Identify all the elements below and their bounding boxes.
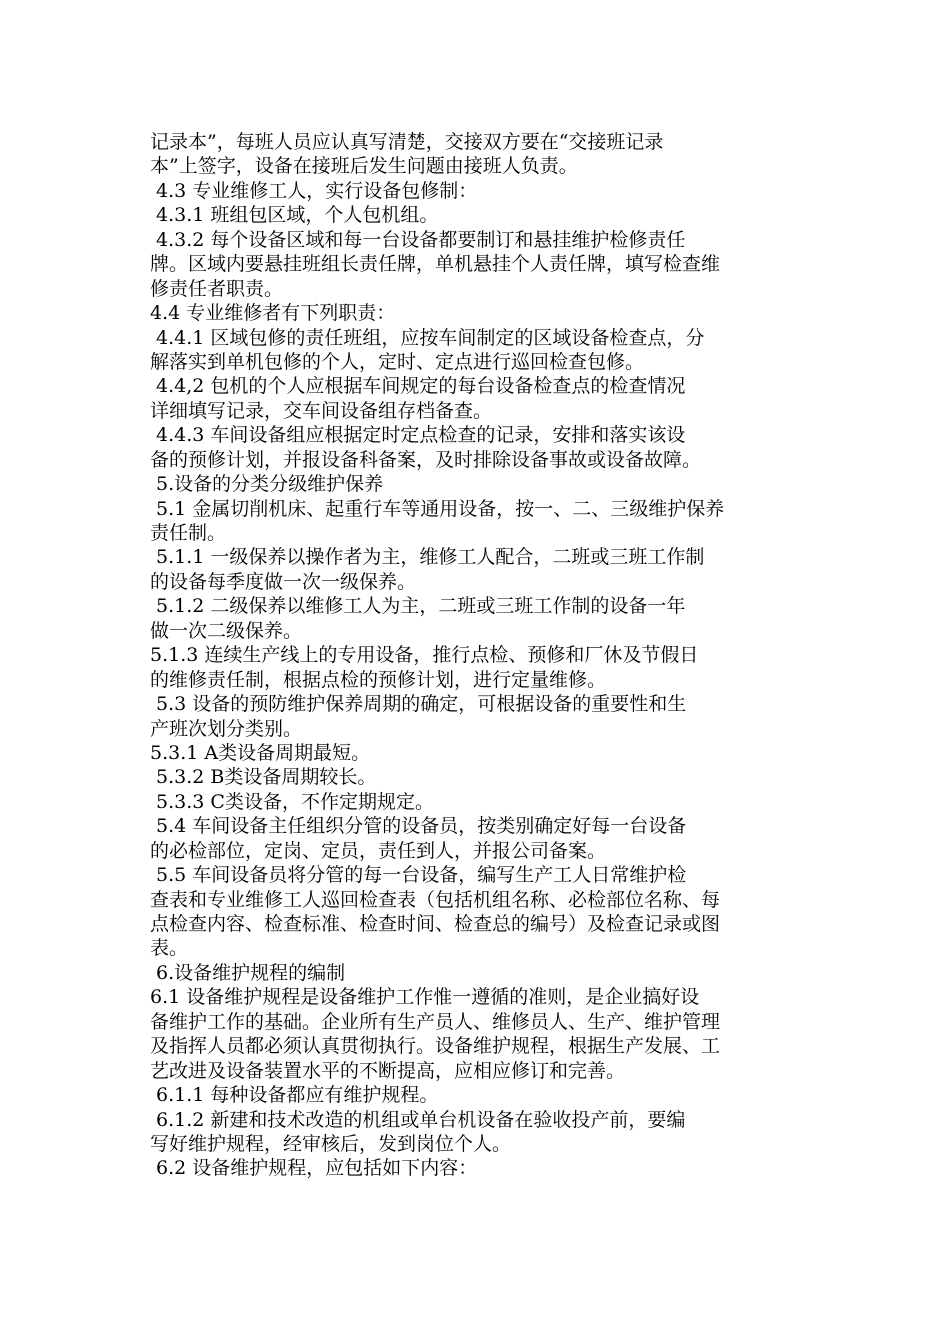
text-line: 艺改进及设备装置水平的不断提高，应相应修订和完善。 [150,1059,626,1082]
text-line: 4.4 专业维修者有下列职责： [150,302,396,325]
text-line: 6.2 设备维护规程，应包括如下内容： [150,1157,478,1180]
text-line: 表。 [150,937,189,960]
text-line: 5.3.2 B类设备周期较长。 [150,766,377,789]
text-line: 6.设备维护规程的编制 [150,961,346,984]
text-line: 5.3.1 A类设备周期最短。 [150,741,371,764]
text-line: 6.1 设备维护规程是设备维护工作惟一遵循的准则，是企业搞好设 [150,986,700,1009]
text-line: 责任制。 [150,522,227,544]
text-line: 查表和专业维修工人巡回检查表（包括机组名称、必检部位名称、每 [150,888,721,911]
text-line: 产班次划分类别。 [150,717,303,740]
text-line: 做一次二级保养。 [150,619,303,642]
text-line: 5.5 车间设备员将分管的每一台设备，编写生产工人日常维护检 [150,864,687,887]
text-line: 5.1.1 一级保养以操作者为主，维修工人配合，二班或三班工作制 [150,546,705,569]
text-line: 5.3 设备的预防维护保养周期的确定，可根据设备的重要性和生 [150,693,687,716]
text-line: 5.3.3 C类设备，不作定期规定。 [150,790,434,813]
text-line: 详细填写记录，交车间设备组存档备查。 [150,399,493,422]
text-line: 4.4.3 车间设备组应根据定时定点检查的记录，安排和落实该设 [150,424,686,447]
text-line: 5.4 车间设备主任组织分管的设备员，按类别确定好每一台设备 [150,815,687,838]
text-line: 的必检部位，定岗、定员，责任到人，并报公司备案。 [150,839,607,862]
text-line: 及指挥人员都必须认真贯彻执行。设备维护规程，根据生产发展、工 [150,1035,721,1058]
text-line: 4.3 专业维修工人，实行设备包修制： [150,179,478,202]
document-body [150,130,810,1181]
text-line: 5.1.3 连续生产线上的专用设备，推行点检、预修和厂休及节假日 [150,644,699,667]
text-line: 5.1.2 二级保养以维修工人为主，二班或三班工作制的设备一年 [150,595,686,618]
text-line: 6.1.1 每种设备都应有维护规程。 [150,1084,439,1107]
text-line: 备的预修计划，并报设备科备案，及时排除设备事故或设备故障。 [150,448,702,471]
text-line: 点检查内容、检查标准、检查时间、检查总的编号）及检查记录或图 [150,913,721,935]
text-line: 4.4.1 区域包修的责任班组，应按车间制定的区域设备检查点，分 [150,326,705,349]
text-line: 4.3.2 每个设备区域和每一台设备都要制订和悬挂维护检修责任 [150,228,686,251]
text-line: 6.1.2 新建和技术改造的机组或单台机设备在验收投产前，要编 [150,1108,686,1131]
text-line: 牌。区域内要悬挂班组长责任牌，单机悬挂个人责任牌，填写检查维 [150,253,721,276]
text-line: 记录本”，每班人员应认真写清楚，交接双方要在“交接班记录 [150,131,664,153]
text-line: 4.3.1 班组包区域，个人包机组。 [150,204,439,227]
text-line: 5.1 金属切削机床、起重行车等通用设备，按一、二、三级维护保养 [150,497,725,520]
text-line: 5.设备的分类分级维护保养 [150,473,384,496]
text-line: 的维修责任制，根据点检的预修计划，进行定量维修。 [150,668,607,691]
text-line: 备维护工作的基础。企业所有生产员人、维修员人、生产、维护管理 [150,1010,721,1033]
text-line: 解落实到单机包修的个人，定时、定点进行巡回检查包修。 [150,350,645,373]
text-line: 4.4,2 包机的个人应根据车间规定的每台设备检查点的检查情况 [150,375,686,398]
text-line: 修责任者职责。 [150,277,284,300]
text-line: 的设备每季度做一次一级保养。 [150,570,417,593]
text-line: 本”上签字，设备在接班后发生问题由接班人负责。 [150,155,578,178]
text-line: 写好维护规程，经审核后，发到岗位个人。 [150,1132,512,1155]
